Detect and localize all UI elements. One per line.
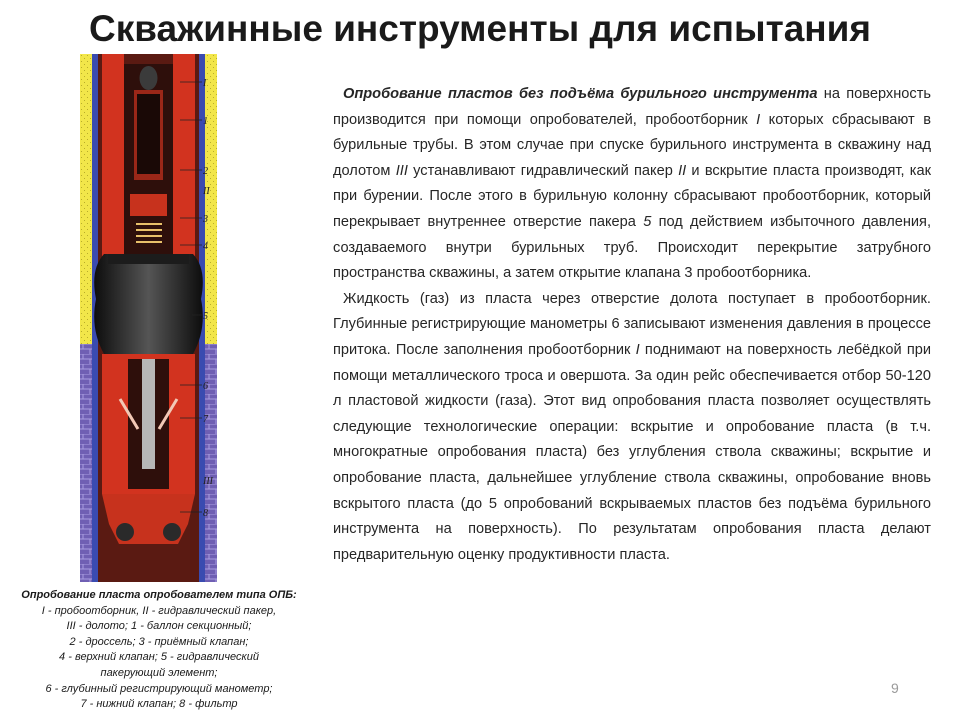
text-run: Жидкость (газ) из пласта через отверстие долота поступает в пробоотборник. Глубинные регистрирующие манометры 6 записывают изменения давления в процессе притока. После заполнения пробоотборник [333, 290, 931, 358]
valve-block [130, 194, 167, 216]
caption-line: пакерующий элемент; [100, 666, 218, 679]
label-5: 5 [203, 311, 208, 322]
tool-wall-right [173, 54, 195, 259]
label-III: III [203, 476, 213, 487]
paragraph-2 [333, 287, 931, 569]
caption-line: III - долото; 1 - баллон секционный; [66, 620, 252, 633]
figure-caption [8, 588, 310, 713]
text-run: и вскрытие пласта производят, как при бурении. После этого в бурильную колонну сбрасывают пробоотборник, который перекрывает внутреннее отверстие пакера [333, 162, 931, 230]
text-run: I [635, 341, 640, 358]
tool-wall-left [102, 54, 124, 259]
label-4: 4 [203, 241, 208, 252]
bit-cone-right [163, 523, 181, 541]
text-run: I [756, 111, 761, 128]
text-run: которых сбрасывают в бурильные трубы. В этом случае при спуске бурильного инструмента в скважину над долотом [333, 111, 931, 179]
tester-diagram-svg [80, 54, 217, 582]
text-run: устанавливают гидравлический пакер [407, 162, 679, 179]
page-number: 9 [891, 680, 899, 696]
text-run: II [678, 162, 687, 179]
label-I: I [203, 78, 207, 89]
caption-line: 7 - нижний клапан; 8 - фильтр [80, 698, 238, 711]
caption-line: 4 - верхний клапан; 5 - гидравлический [59, 651, 259, 664]
label-1: 1 [203, 116, 208, 127]
label-II: II [203, 186, 210, 197]
text-run: под действием избыточного давления, создаваемого внутри бурильных труб. Происходит перекрытие затрубного пространства скважины, а затем открытие клапана 3 пробоотборника. [333, 213, 932, 282]
packer-element [94, 254, 203, 354]
text-run: поднимают на поверхность лебёдкой при помощи металлического троса и овершота. За один рейс обеспечивается отбор 50-120 л пластовой жидкости (газа). Этот вид опробования пласта позволяет осуществлять следующие технологические операции: вскрытие и опробование пласта (в т.ч. многократные опробования пласта) без углубления ствола скважины; вскрытие и опробование пласта, дальнейшее углубление ствола скважины, опробование вновь вскрытого пласта (до 5 опробований вскрываемых пластов без подъёма бурильного инструмента на поверхность). По результатам опробования пласта делают предварительную оценку продуктивности пласта. [333, 341, 932, 563]
label-6: 6 [203, 381, 208, 392]
text-run: III [395, 162, 408, 179]
text-run: на поверхность производится при помощи опробователей, пробоотборник [333, 86, 931, 128]
label-2: 2 [203, 166, 208, 177]
caption-line: 2 - дроссель; 3 - приёмный клапан; [69, 635, 249, 648]
drill-bit [102, 494, 195, 544]
label-3: 3 [203, 214, 208, 225]
caption-line: 6 - глубинный регистрирующий манометр; [45, 682, 273, 695]
paragraph-1-lead: Опробование пластов без подъёма бурильного инструмента [343, 86, 818, 102]
caption-line: I - пробоотборник, II - гидравлический пакер, [41, 604, 277, 617]
sampler-cavity [137, 94, 160, 174]
manometer [142, 359, 155, 469]
packer-top-ring [108, 254, 189, 264]
label-7: 7 [203, 414, 208, 425]
bit-cone-left [116, 523, 134, 541]
slide-title: Скважинные инструменты для испытания [88, 8, 871, 49]
text-run: 5 [643, 213, 652, 230]
body-text [333, 82, 931, 568]
caption-title: Опробование пласта опробователем типа ОПБ: [21, 589, 297, 601]
tester-diagram [80, 54, 217, 582]
sampler-head [140, 66, 158, 90]
paragraph-1 [333, 82, 931, 287]
label-8: 8 [203, 508, 208, 519]
